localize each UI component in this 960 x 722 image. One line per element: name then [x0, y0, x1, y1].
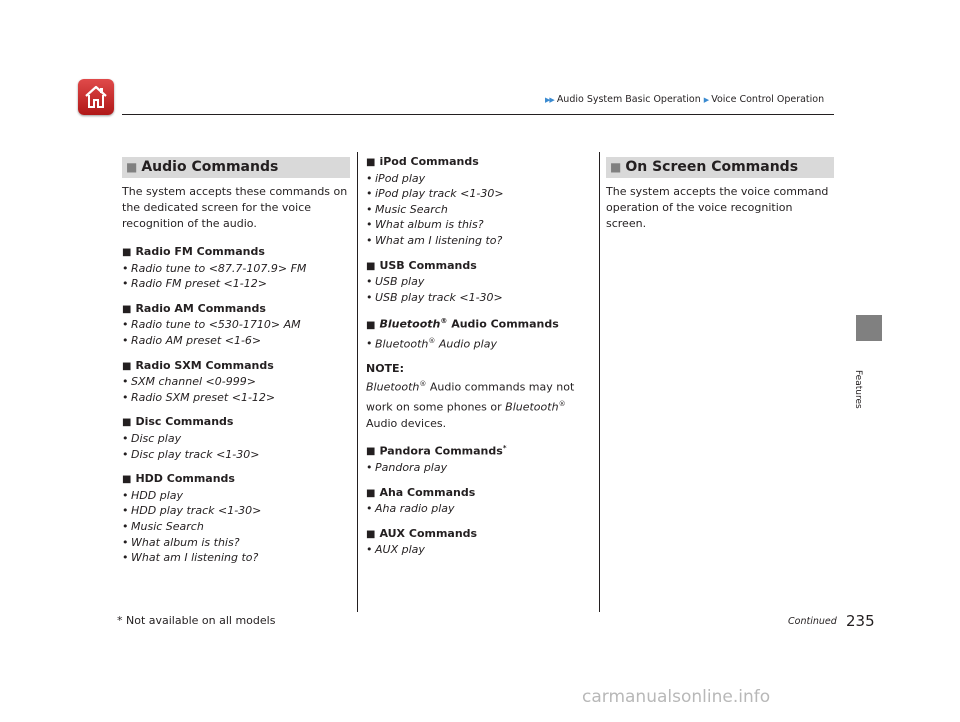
breadcrumb [545, 94, 824, 105]
breadcrumb-arrow-icon: ▶▶ [545, 96, 554, 104]
section-title: ■ Bluetooth® Audio Commands [366, 317, 559, 331]
list-item: • HDD play [122, 488, 183, 502]
list-item: • What am I listening to? [366, 233, 503, 247]
footnote: * Not available on all models [117, 614, 276, 627]
section-title: ■ HDD Commands [122, 472, 235, 486]
list-item: • HDD play track <1-30> [122, 504, 262, 518]
list-item: • Bluetooth® Audio play [366, 336, 497, 351]
note-text: Bluetooth® Audio commands may not work on some phones or Bluetooth® Audio devices. [366, 380, 575, 430]
list-item: • Radio tune to <530-1710> AM [122, 318, 301, 332]
on-screen-text: The system accepts the voice command operation of the voice recognition screen. [606, 185, 829, 230]
list-item: • What album is this? [122, 535, 240, 549]
list-item: • AUX play [366, 543, 425, 557]
right-column [606, 157, 834, 232]
left-column [122, 157, 350, 232]
list-item: • iPod play [366, 171, 426, 185]
list-item: • USB play track <1-30> [366, 290, 503, 304]
list-item: • USB play [366, 275, 425, 289]
list-item: • Music Search [122, 519, 204, 533]
list-item: • Radio SXM preset <1-12> [122, 390, 276, 404]
list-item: • Aha radio play [366, 502, 455, 516]
breadcrumb-item-voice[interactable]: Voice Control Operation [711, 94, 825, 105]
list-item: • Radio FM preset <1-12> [122, 277, 267, 291]
section-tab-label: Features [853, 370, 863, 409]
on-screen-commands-header: ■ On Screen Commands [606, 157, 834, 178]
section-title: ■ Pandora Commands* [366, 443, 507, 458]
section-title: ■ Disc Commands [122, 415, 234, 429]
list-item: • iPod play track <1-30> [366, 187, 504, 201]
section-title: ■ Radio AM Commands [122, 301, 266, 315]
section-title: ■ Radio SXM Commands [122, 358, 274, 372]
home-icon [83, 83, 109, 111]
header-rule [122, 114, 834, 115]
list-item: • Music Search [366, 202, 448, 216]
column-divider [599, 152, 600, 612]
continued-label: Continued [788, 616, 837, 627]
section-title: ■ AUX Commands [366, 526, 478, 540]
audio-intro-text: The system accepts these commands on the dedicated screen for the voice recognition of the audio. [122, 185, 348, 230]
list-item: • What am I listening to? [122, 551, 259, 565]
section-title: ■ Aha Commands [366, 485, 476, 499]
section-title: ■ Radio FM Commands [122, 245, 265, 258]
audio-commands-header: ■ Audio Commands [122, 157, 350, 178]
list-item: • What album is this? [366, 218, 484, 232]
watermark: carmanualsonline.info [582, 687, 771, 707]
breadcrumb-item-audio[interactable]: Audio System Basic Operation [556, 94, 701, 105]
breadcrumb-arrow-icon: ▶ [703, 96, 709, 104]
left-command-list [122, 244, 350, 566]
note-title: NOTE: [366, 361, 404, 375]
section-title: ■ iPod Commands [366, 155, 479, 168]
list-item: • Radio AM preset <1-6> [122, 333, 262, 347]
section-title: ■ USB Commands [366, 258, 477, 272]
list-item: • SXM channel <0-999> [122, 375, 256, 389]
page-number: 235 [846, 612, 875, 630]
list-item: • Disc play track <1-30> [122, 447, 260, 461]
home-button[interactable] [78, 79, 114, 115]
list-item: • Pandora play [366, 461, 448, 474]
section-tab-marker[interactable] [856, 315, 882, 341]
list-item: • Radio tune to <87.7-107.9> FM [122, 261, 307, 275]
list-item: • Disc play [122, 431, 182, 445]
column-divider [357, 152, 358, 612]
middle-command-list [366, 154, 594, 558]
